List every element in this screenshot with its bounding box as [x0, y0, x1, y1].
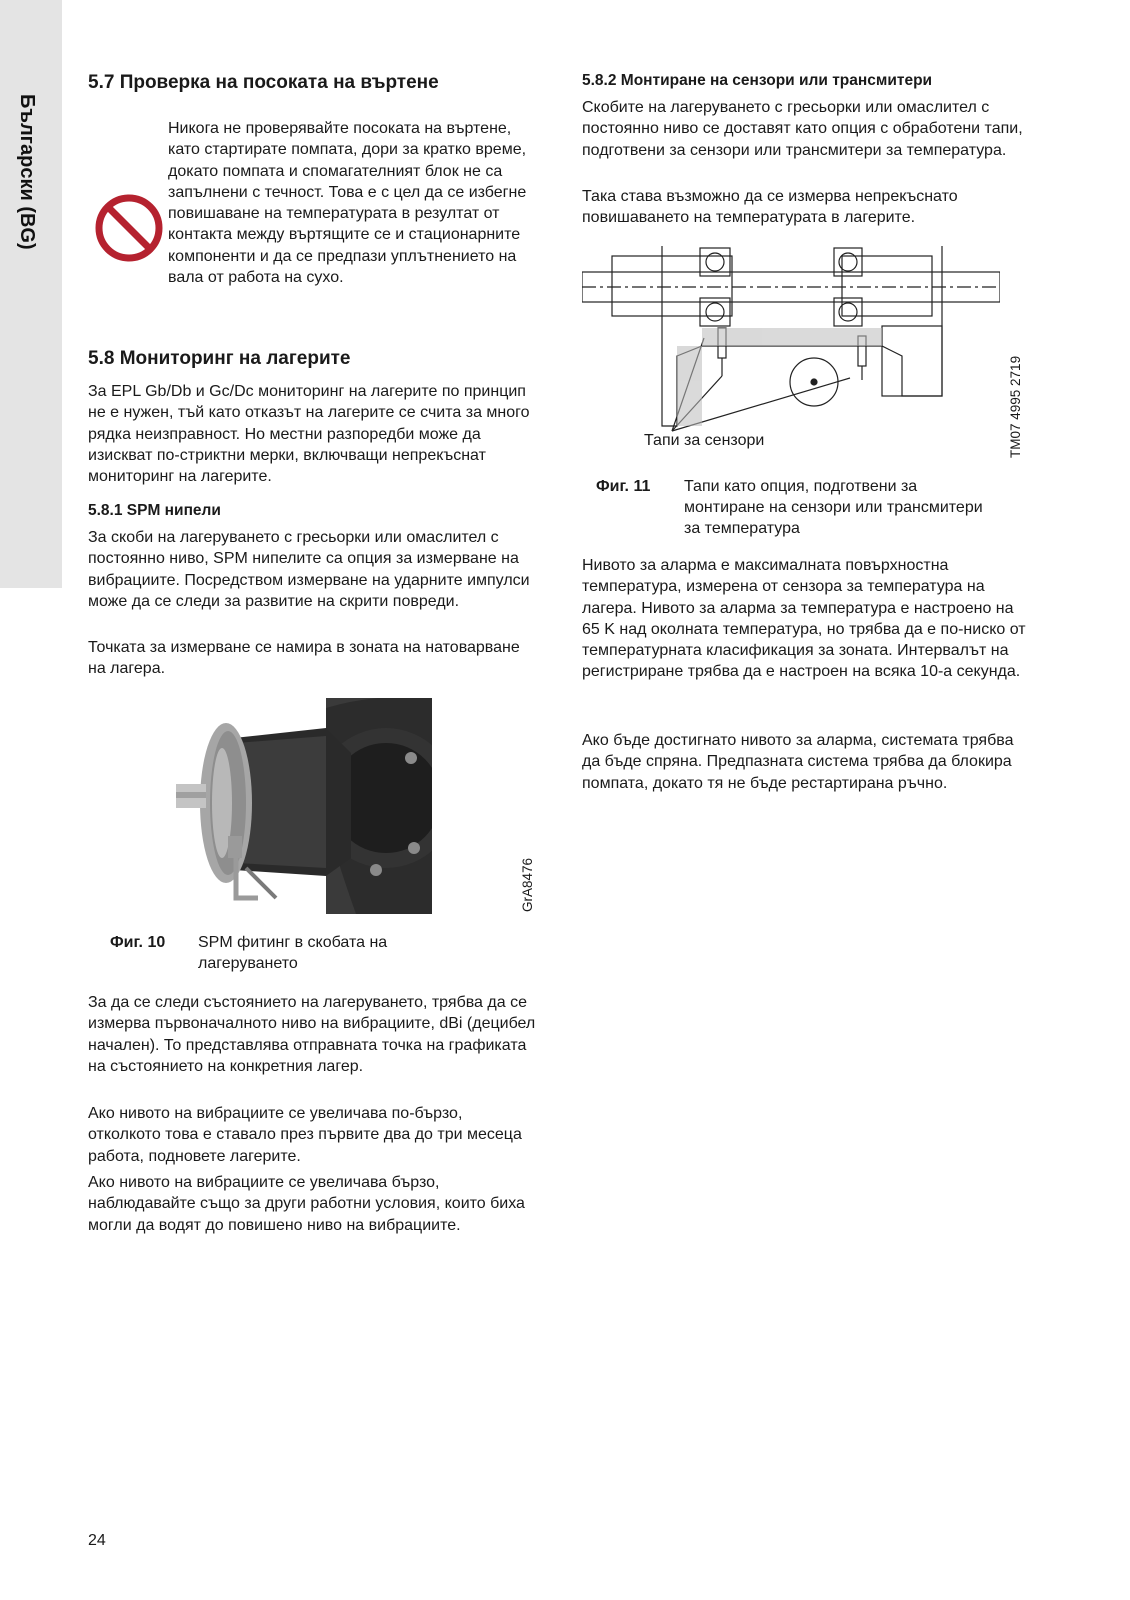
- language-tab: [0, 0, 62, 588]
- section-58-intro: За EPL Gb/Db и Gc/Dc мониторинг на лагерите по принцип не е нужен, тъй като отказът на лагерите се счита за много рядка неизправност. Но местни разпоредби може да изискват по-стриктни мерки, включващи непрекъснат мониторинг на лагерите.: [88, 383, 530, 486]
- language-tab-label: Български (BG): [16, 94, 38, 250]
- section-582-p3: Нивото за аларма е максималната повърхностна температура, измерена от сензора за температура на лагера. Нивото за аларма за температура е настроено на 65 K над околната температура, но трябва да е по-ниско от температурната класификация за зоната. Интервалът на регистриране трябва да е настроен на всяка 10-а секунда.: [582, 557, 1026, 681]
- figure-11-caption-text: Тапи като опция, подготвени за монтиране на сензори или трансмитери за температура: [684, 478, 983, 537]
- section-582-title: 5.8.2 Монтиране на сензори или трансмитери: [582, 72, 933, 89]
- figure-10-caption-text: SPM фитинг в скобата на лагеруването: [198, 934, 388, 972]
- section-581-title: 5.8.1 SPM нипели: [88, 502, 221, 519]
- section-582-p2: Така става възможно да се измерва непрекъснато повишаването на температурата в лагерите.: [582, 188, 958, 227]
- section-581-p2: Точката за измерване се намира в зоната на натоварване на лагера.: [88, 639, 520, 678]
- bearing-section-drawing: [582, 246, 1000, 458]
- prohibition-icon: [94, 193, 164, 263]
- section-581-p4: Ако нивото на вибрациите се увеличава по-бързо, отколкото това е ставало през първите два до три месеца работа, подновете лагерите.: [88, 1105, 522, 1165]
- figure-11-drawing: [582, 246, 1000, 458]
- section-58-title: 5.8 Мониторинг на лагерите: [88, 348, 351, 369]
- figure-10-code: GrA8476: [520, 857, 535, 912]
- figure-11-number: Фиг. 11: [596, 478, 651, 495]
- figure-10-caption: [110, 932, 530, 976]
- section-57-warning-text: Никога не проверявайте посоката на въртене, като стартирате помпата, дори за кратко време, докато помпата и спомагателният блок не са запълнени с течност. Това е с цел да се избегне повишаване на температурата в резултат от контакта между въртящите се и стационарните компоненти и да се предпази уплътнението на вала от работа на сухо.: [168, 120, 527, 287]
- section-581-p5: Ако нивото на вибрациите се увеличава бързо, наблюдавайте също за други работни условия, които биха могли да водят до повишено ниво на вибрациите.: [88, 1174, 525, 1234]
- figure-11-code: TM07 4995 2719: [1008, 355, 1023, 458]
- section-57-title: 5.7 Проверка на посоката на въртене: [88, 72, 439, 93]
- section-581-p1: За скоби на лагеруването с гресьорки или омаслител с постоянно ниво, SPM нипелите са опция за измерване на вибрациите. Посредством измерване на ударните импулси може да се следи за развитие на скрити повреди.: [88, 529, 530, 610]
- section-582-p1: Скобите на лагеруването с гресьорки или омаслител с постоянно ниво се доставят като опция с обработени тапи, подготвени за сензори или трансмитери за температура.: [582, 99, 1023, 159]
- figure-11-label: Тапи за сензори: [644, 432, 765, 449]
- figure-11-caption: [596, 476, 1036, 542]
- figure-10-photo: [176, 698, 432, 914]
- spm-fitting-photo: [176, 698, 432, 914]
- figure-10-number: Фиг. 10: [110, 934, 166, 951]
- section-581-p3: За да се следи състоянието на лагеруването, трябва да се измерва първоначалното ниво на вибрациите, dBi (децибел начален). То представлява отправната точка на графиката на състоянието на конкретния лагер.: [88, 994, 536, 1075]
- page-number: 24: [88, 1532, 106, 1549]
- section-582-p4: Ако бъде достигнато нивото за аларма, системата трябва да бъде спряна. Предпазната система трябва да блокира помпата, докато тя не бъде рестартирана ръчно.: [582, 732, 1014, 792]
